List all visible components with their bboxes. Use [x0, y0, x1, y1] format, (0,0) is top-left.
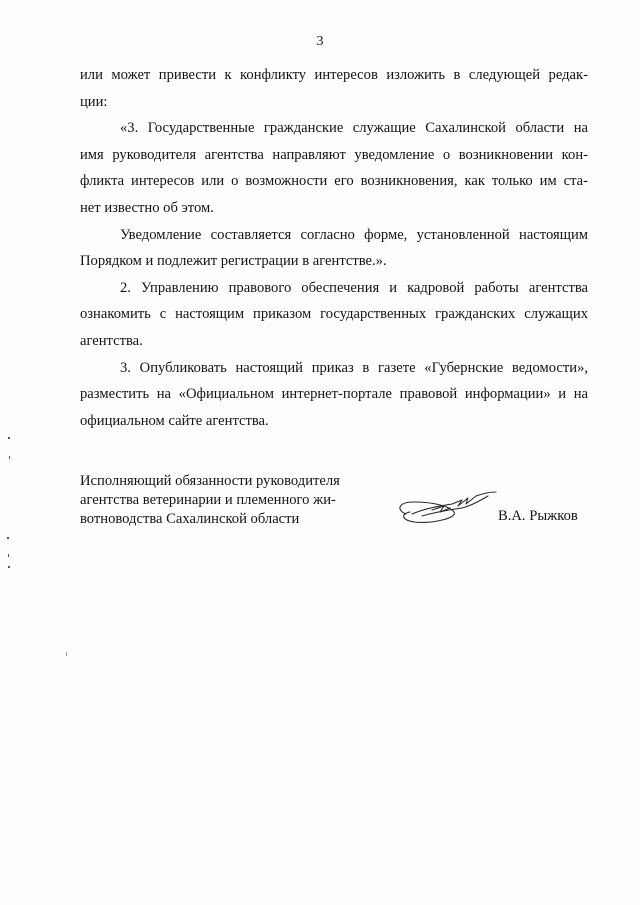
paragraph-line: Уведомление составляется согласно форме, установленной настоящим — [120, 226, 588, 243]
signatory-name: В.А. Рыжков — [498, 508, 578, 524]
document-body — [80, 62, 588, 434]
paragraph-line: ции: — [80, 93, 108, 110]
paragraph-line: агентства. — [80, 332, 143, 349]
handwritten-signature — [392, 484, 502, 534]
paragraph-line: или может привести к конфликту интересов изложить в следующей редак- — [80, 67, 588, 83]
paragraph-line: разместить на «Официальном интернет-портале правовой информации» и на — [80, 386, 588, 403]
paragraph-line: имя руководителя агентства направляют уведомление о возникновении кон- — [80, 146, 588, 163]
paragraph-line: официальном сайте агентства. — [80, 412, 269, 429]
scan-speck — [8, 437, 10, 439]
paragraph-line: нет известно об этом. — [80, 199, 214, 216]
scan-speck — [8, 554, 9, 557]
paragraph-line: фликта интересов или о возможности его возникновения, как только им ста- — [80, 173, 588, 190]
scan-speck — [7, 537, 9, 539]
paragraph-line: Порядком и подлежит регистрации в агентстве.». — [80, 253, 387, 270]
signatory-position-line: вотноводства Сахалинской области — [80, 511, 300, 527]
paragraph-line: 3. Опубликовать настоящий приказ в газете «Губернские ведомости», — [120, 359, 588, 376]
scan-speck — [66, 652, 67, 656]
paragraph-line: ознакомить с настоящим приказом государственных гражданских служащих — [80, 306, 588, 323]
signatory-position — [80, 472, 400, 529]
signatory-position-line: Исполняющий обязанности руководителя — [80, 473, 340, 489]
paragraph-line: 2. Управлению правового обеспечения и кадровой работы агентства — [120, 279, 588, 296]
scan-speck — [8, 566, 10, 568]
paragraph-line: «3. Государственные гражданские служащие Сахалинской области на — [120, 120, 588, 137]
scan-speck — [9, 456, 10, 459]
signatory-position-line: агентства ветеринарии и племенного жи- — [80, 492, 336, 508]
page-number: 3 — [316, 34, 324, 49]
